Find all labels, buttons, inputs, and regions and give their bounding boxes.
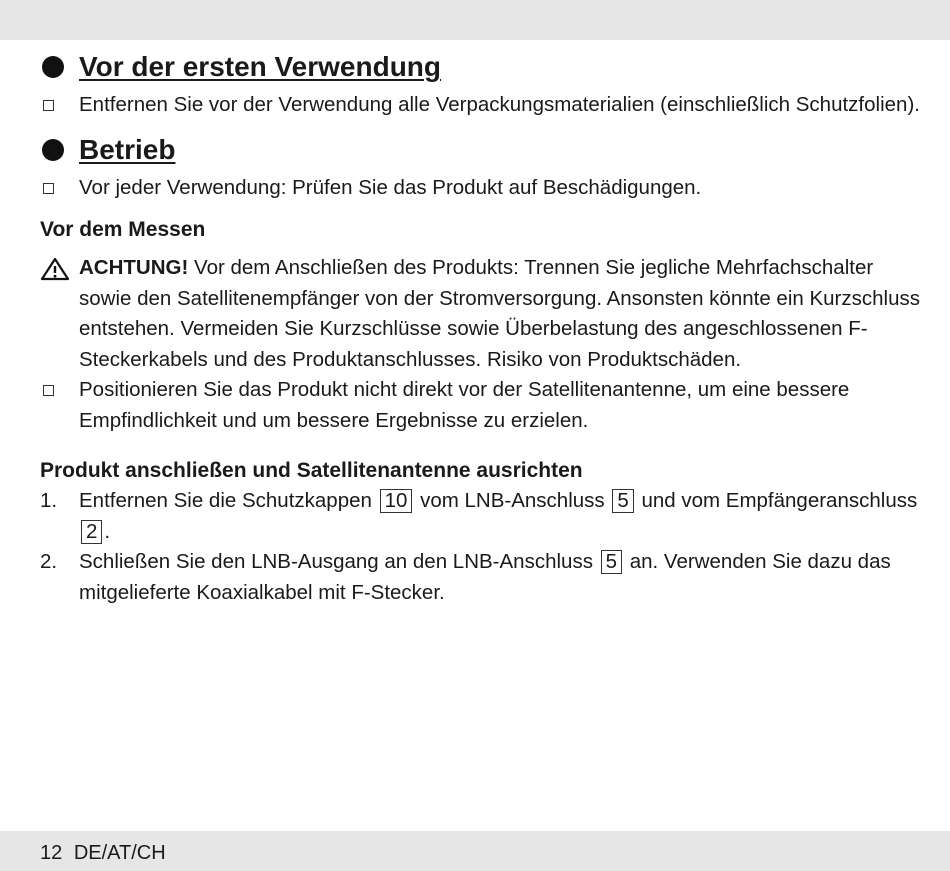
bullet-dot-icon — [42, 56, 64, 78]
part-reference: 2 — [81, 520, 102, 544]
footer-text — [40, 841, 166, 865]
warning-block — [40, 253, 920, 375]
part-reference: 10 — [380, 489, 413, 513]
step-text: Entfernen Sie die Schutzkappen — [79, 489, 378, 512]
section-title: Vor der ersten Verwendung — [79, 51, 442, 82]
step-text: an. Verwenden Sie dazu das mitgelieferte Koaxialkabel mit F-Stecker. — [79, 550, 891, 604]
section-title: Betrieb — [79, 133, 176, 165]
warning-triangle-icon — [40, 257, 70, 281]
part-reference: 5 — [601, 550, 622, 574]
section-heading-operation — [40, 133, 920, 173]
header-bar — [0, 0, 950, 40]
numbered-step — [40, 486, 920, 547]
step-text: vom LNB-Anschluss — [414, 489, 611, 512]
warning-text: Vor dem Anschließen des Produkts: Trennen Sie jegliche Mehrfachschalter sowie den Satellitenempfänger von der Stromversorgung. Ansonsten könnte ein Kurzschluss entstehen. Vermeiden Sie Kurzschlüsse sowie Überbelastung des angeschlossenen F-Steckerkabels und des Produktanschlusses. Risiko von Produktschäden. — [79, 256, 920, 371]
step-text: . — [104, 519, 111, 543]
list-item — [40, 375, 920, 436]
step-text: Schließen Sie den LNB-Ausgang an den LNB-Anschluss — [79, 550, 599, 573]
part-reference: 5 — [612, 489, 633, 513]
list-item — [40, 173, 920, 204]
step-text: und vom Empfängeranschluss — [635, 489, 918, 512]
list-item — [40, 90, 920, 121]
list-item-text: Entfernen Sie vor der Verwendung alle Verpackungsmaterialien (einschließlich Schutzfolien). — [79, 93, 920, 116]
subsection-heading: Produkt anschließen und Satellitenantenne ausrichten — [40, 459, 583, 482]
list-item-text: Vor jeder Verwendung: Prüfen Sie das Produkt auf Beschädigungen. — [79, 175, 702, 199]
checkbox-square-icon — [43, 183, 54, 194]
warning-label: ACHTUNG! — [79, 256, 189, 279]
checkbox-square-icon — [43, 100, 54, 111]
subsection-heading: Vor dem Messen — [40, 218, 206, 241]
page-content — [40, 50, 920, 608]
bullet-dot-icon — [42, 139, 64, 161]
locale-label: DE/AT/CH — [73, 842, 166, 864]
step-number: 2. — [40, 550, 58, 573]
checkbox-square-icon — [43, 385, 54, 396]
section-heading-first-use — [40, 50, 920, 90]
step-number: 1. — [40, 489, 58, 512]
list-item-text: Positionieren Sie das Produkt nicht direkt vor der Satellitenantenne, um eine bessere Empfindlichkeit und um bessere Ergebnisse zu erzielen. — [79, 378, 850, 432]
numbered-step — [40, 547, 920, 608]
page-number: 12 — [40, 842, 63, 864]
